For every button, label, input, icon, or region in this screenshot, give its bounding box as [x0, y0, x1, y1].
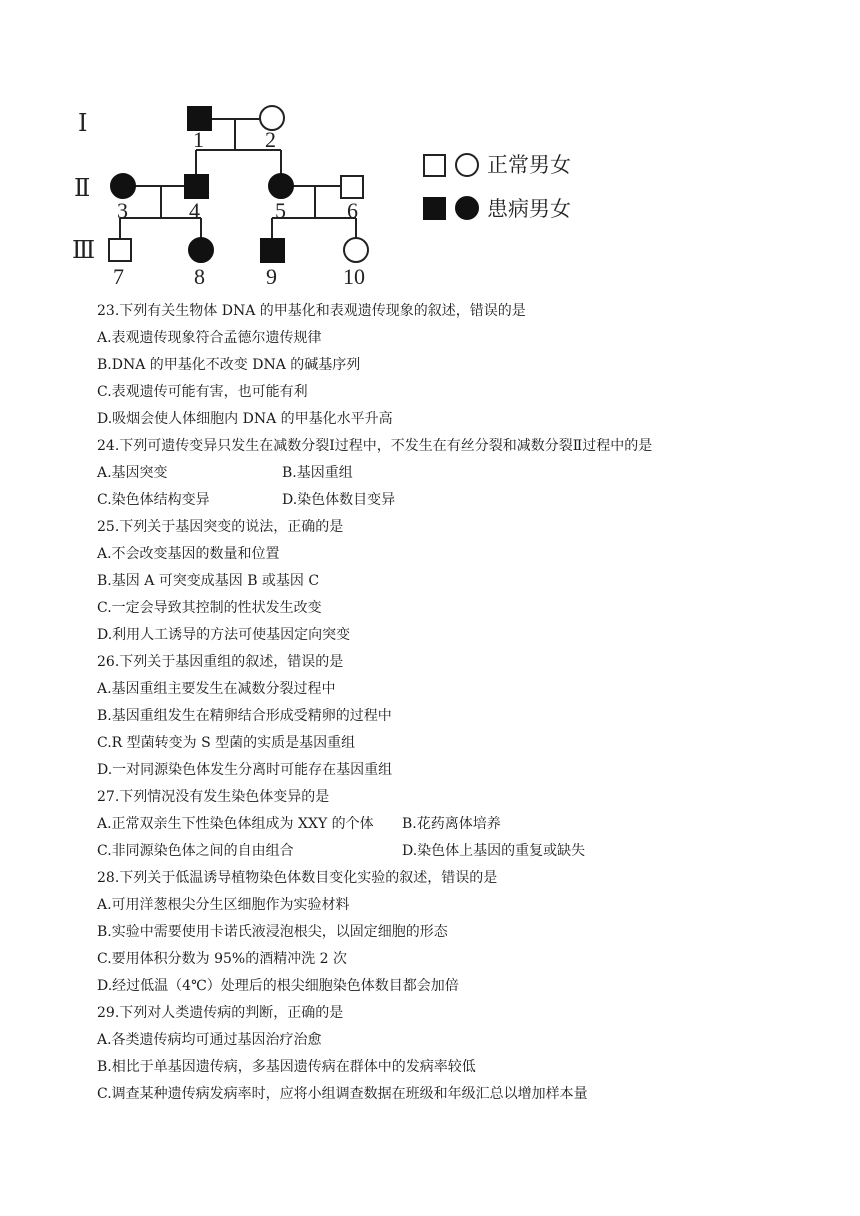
question-stem: 23.下列有关生物体 DNA 的甲基化和表观遗传现象的叙述，错误的是: [97, 303, 526, 319]
pedigree-lines: [120, 119, 356, 238]
option-c: C.R 型菌转变为 S 型菌的实质是基因重组: [97, 735, 356, 751]
pedigree-legend: [424, 153, 571, 221]
option-b: B.基因重组发生在精卵结合形成受精卵的过程中: [97, 708, 392, 724]
individual-label-7: 7: [113, 264, 124, 289]
option-a: A.表观遗传现象符合孟德尔遗传规律: [97, 330, 322, 346]
option-c: C.染色体结构变异: [97, 492, 210, 508]
individual-label-8: 8: [194, 264, 205, 289]
option-a: A.基因重组主要发生在减数分裂过程中: [97, 681, 336, 697]
option-a: A.基因突变: [97, 465, 168, 481]
question-25: [97, 514, 837, 649]
pedigree-diagram: [0, 0, 860, 300]
option-d: D.吸烟会使人体细胞内 DNA 的甲基化水平升高: [97, 411, 393, 427]
generation-label-2: Ⅱ: [74, 176, 91, 202]
option-c: C.非同源染色体之间的自由组合: [97, 843, 294, 859]
option-d: D.经过低温（4℃）处理后的根尖细胞染色体数目都会加倍: [97, 978, 459, 994]
question-stem: 29.下列对人类遗传病的判断，正确的是: [97, 1005, 344, 1021]
individual-label-1: 1: [193, 127, 204, 152]
individual-10-female-normal: [344, 238, 368, 262]
individual-label-4: 4: [189, 198, 200, 223]
question-stem: 25.下列关于基因突变的说法，正确的是: [97, 519, 344, 535]
question-stem: 26.下列关于基因重组的叙述，错误的是: [97, 654, 344, 670]
option-d: D.一对同源染色体发生分离时可能存在基因重组: [97, 762, 393, 778]
individual-label-10: 10: [343, 264, 365, 289]
option-b: B.花药离体培养: [402, 816, 501, 832]
legend-affected-male-symbol: [424, 198, 445, 219]
individual-label-2: 2: [265, 127, 276, 152]
question-29: [97, 1000, 837, 1108]
legend-normal-female-symbol: [456, 154, 478, 176]
legend-normal-male-symbol: [424, 155, 445, 176]
option-b: B.相比于单基因遗传病，多基因遗传病在群体中的发病率较低: [97, 1059, 476, 1075]
option-c: C.一定会导致其控制的性状发生改变: [97, 600, 322, 616]
generation-label-1: Ⅰ: [78, 111, 88, 137]
legend-affected-label: 患病男女: [487, 197, 571, 221]
option-c: C.调查某种遗传病发病率时，应将小组调查数据在班级和年级汇总以增加样本量: [97, 1086, 588, 1102]
option-d: D.染色体上基因的重复或缺失: [402, 843, 586, 859]
option-b: B.DNA 的甲基化不改变 DNA 的碱基序列: [97, 357, 361, 373]
individual-label-5: 5: [275, 198, 286, 223]
individual-label-9: 9: [266, 264, 277, 289]
individual-7-male-normal: [109, 239, 131, 261]
legend-affected-female-symbol: [456, 197, 478, 219]
question-stem: 28.下列关于低温诱导植物染色体数目变化实验的叙述，错误的是: [97, 870, 498, 886]
generation-label-3: Ⅲ: [72, 238, 96, 264]
option-row: [97, 811, 837, 838]
option-d: D.利用人工诱导的方法可使基因定向突变: [97, 627, 351, 643]
option-row: [97, 460, 837, 487]
question-stem: 24.下列可遗传变异只发生在减数分裂Ⅰ过程中，不发生在有丝分裂和减数分裂Ⅱ过程中的是: [97, 438, 653, 454]
individual-4-male-affected: [185, 175, 208, 198]
individual-3-female-affected: [111, 174, 135, 198]
question-stem: 27.下列情况没有发生染色体变异的是: [97, 789, 330, 805]
question-24: [97, 433, 837, 514]
option-c: C.要用体积分数为 95%的酒精冲洗 2 次: [97, 951, 348, 967]
option-a: A.不会改变基因的数量和位置: [97, 546, 280, 562]
individual-9-male-affected: [261, 239, 284, 262]
option-a: A.可用洋葱根尖分生区细胞作为实验材料: [97, 897, 350, 913]
question-27: [97, 784, 837, 865]
question-28: [97, 865, 837, 1000]
option-b: B.实验中需要使用卡诺氏液浸泡根尖，以固定细胞的形态: [97, 924, 448, 940]
individual-8-female-affected: [189, 238, 213, 262]
legend-normal-label: 正常男女: [487, 153, 571, 177]
option-row: [97, 838, 837, 865]
option-d: D.染色体数目变异: [282, 492, 396, 508]
individual-label-3: 3: [117, 198, 128, 223]
question-23: [97, 298, 837, 433]
option-a: A.各类遗传病均可通过基因治疗治愈: [97, 1032, 322, 1048]
question-list: [97, 298, 837, 1108]
option-b: B.基因 A 可突变成基因 B 或基因 C: [97, 573, 320, 589]
option-a: A.正常双亲生下性染色体组成为 XXY 的个体: [97, 816, 374, 832]
option-c: C.表观遗传可能有害，也可能有利: [97, 384, 308, 400]
question-26: [97, 649, 837, 784]
option-b: B.基因重组: [282, 465, 353, 481]
individual-label-6: 6: [347, 198, 358, 223]
individual-6-male-normal: [341, 176, 363, 198]
option-row: [97, 487, 837, 514]
individual-5-female-affected: [269, 174, 293, 198]
